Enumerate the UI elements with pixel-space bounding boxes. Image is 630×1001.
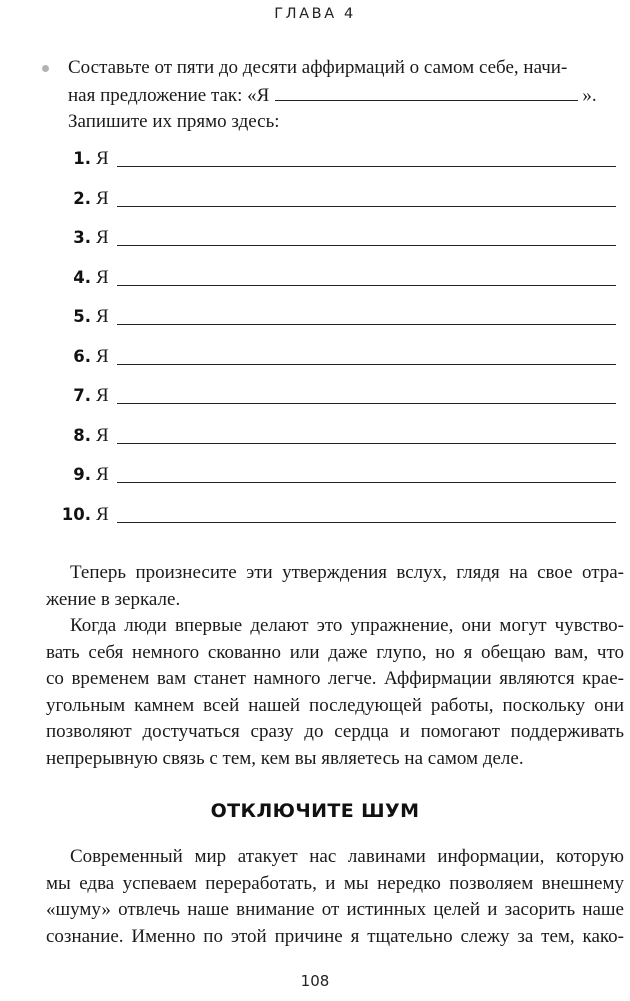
affirmation-row [0,501,630,529]
paragraph-line [46,613,624,640]
exercise-line-2-end: ». [582,84,597,106]
paragraph-line-text: Современный мир атакует нас лавинами информации, которую [70,846,624,867]
exercise-line-2-start: ная предложение так: «Я [68,84,270,106]
paragraph-line: непрерывную связь с тем, кем вы являетесь на самом деле. [46,747,524,769]
affirmation-blank[interactable] [117,364,616,365]
paragraph-line: позволяют достучаться сразу до сердца и помогают поддерживать [46,721,624,742]
affirmation-number: 6. [73,346,91,366]
paragraph-line: со временем вам станет намного легче. Аффирмации являются крае- [46,668,624,689]
affirmation-blank[interactable] [117,245,616,246]
affirmation-blank[interactable] [117,324,616,325]
exercise-line-3: Запишите их прямо здесь: [68,111,280,132]
affirmation-number: 4. [73,267,91,287]
exercise-line-1: Составьте от пяти до десяти аффирмаций о самом себе, начи- [68,57,568,78]
affirmation-blank[interactable] [117,482,616,483]
affirmation-number: 7. [73,386,91,405]
affirmation-number: 9. [73,465,91,484]
paragraph-line: сознание. Именно по этой причине я тщательно слежу за тем, како- [46,925,624,947]
affirmation-prefix: Я [96,345,109,367]
exercise-bullet [28,55,618,136]
affirmation-number: 1. [73,149,91,168]
affirmation-prefix: Я [96,424,109,446]
affirmation-blank[interactable] [117,285,616,286]
affirmation-blank[interactable] [117,443,616,444]
affirmation-blank[interactable] [117,166,616,167]
affirmation-blank[interactable] [117,403,616,404]
paragraph-line: жение в зеркале. [46,588,181,610]
affirmation-number: 5. [73,307,91,326]
affirmation-prefix: Я [96,385,109,406]
paragraph-line: «шуму» отвлечь наше внимание от истинных целей и засорить наше [46,899,624,920]
affirmation-prefix: Я [96,148,109,169]
affirmation-blank[interactable] [117,206,616,207]
paragraph-line-text: Теперь произнесите эти утверждения вслух, глядя на свое отра- [70,562,624,583]
exercise-text [68,55,618,136]
affirmation-prefix: Я [96,266,109,288]
section-heading: ОТКЛЮЧИТЕ ШУМ [210,800,420,822]
affirmation-blank[interactable] [117,522,616,523]
inline-blank[interactable] [275,82,578,101]
paragraph-first-time [46,613,624,772]
paragraph-say-aloud [46,560,624,613]
page-number: 108 [300,972,330,990]
paragraph-line: угольным камнем всей нашей последующей работы, поскольку они [46,694,624,716]
affirmation-prefix: Я [96,227,109,248]
affirmation-row [0,422,630,450]
bullet-dot-icon [42,65,49,72]
paragraph-line [46,560,624,587]
affirmation-number: 8. [73,425,91,445]
affirmation-row [0,382,630,410]
affirmation-row [0,185,630,213]
affirmation-row [0,303,630,331]
paragraph-line [46,844,624,871]
running-head: ГЛАВА 4 [274,6,356,22]
affirmation-prefix: Я [96,187,109,209]
affirmation-prefix: Я [96,503,109,525]
paragraph-noise [46,844,624,950]
affirmation-row [0,145,630,173]
affirmation-row [0,224,630,252]
affirmation-number: 3. [73,228,91,247]
paragraph-line: вать себя немного скованно или даже глупо, но я обещаю вам, что [46,641,624,663]
affirmation-prefix: Я [96,464,109,485]
paragraph-line-text: Когда люди впервые делают это упражнение, они могут чувство- [70,615,624,636]
exercise-line-2 [68,82,618,110]
paragraph-line: мы едва успеваем переработать, и мы нередко позволяем внешнему [46,872,624,894]
affirmation-row [0,461,630,489]
affirmation-row [0,343,630,371]
affirmation-row [0,264,630,292]
affirmation-number: 10. [61,504,91,524]
affirmation-prefix: Я [96,306,109,327]
affirmation-number: 2. [73,188,91,208]
